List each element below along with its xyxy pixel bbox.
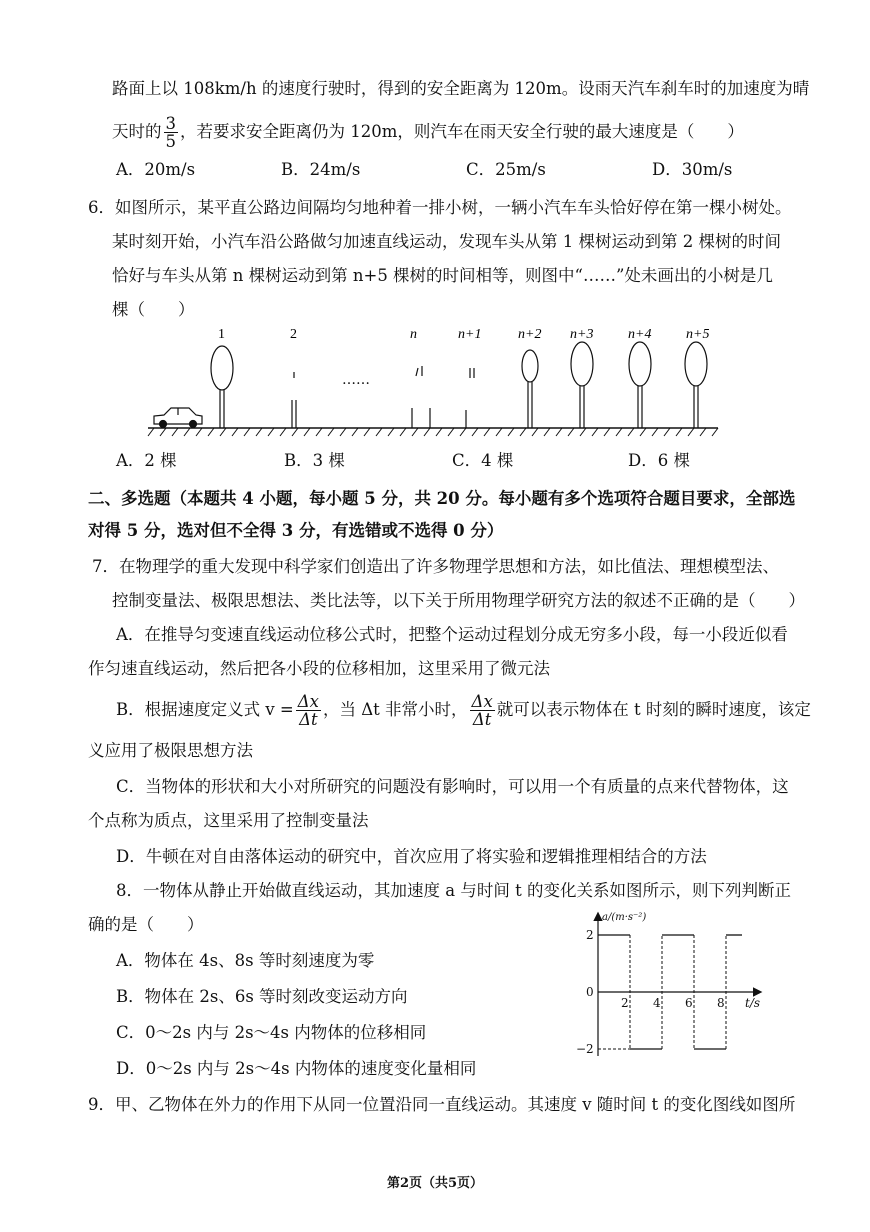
q6-road-figure — [140, 320, 730, 440]
q5-line2 — [112, 112, 744, 152]
q5-frac-den: 5 — [165, 132, 176, 151]
q7-option-a-line2: 作匀速直线运动，然后把各小段的位移相加，这里采用了微元法 — [88, 659, 550, 678]
q6-option-d: D．6 棵 — [628, 451, 690, 470]
q7-b-frac1-num: Δx — [297, 692, 319, 711]
x-tick-4: 4 — [653, 996, 661, 1010]
tree-n-plus-3-icon — [571, 342, 593, 428]
q7-option-a-line1: A．在推导匀变速直线运动位移公式时，把整个运动过程划分成无穷多小段，每一小段近似看 — [116, 625, 788, 644]
ground-hatch — [148, 428, 718, 436]
q7-b-frac2-den: Δt — [472, 710, 492, 729]
q7-b-post: 就可以表示物体在 t 时刻的瞬时速度，该定 — [496, 700, 811, 719]
q8-option-a: A．物体在 4s、8s 等时刻速度为零 — [116, 951, 375, 970]
q6-option-a: A．2 棵 — [116, 451, 177, 470]
acceleration-time-chart — [570, 906, 770, 1066]
y-axis-label: a/(m·s⁻²) — [602, 912, 647, 923]
q7-b-pre: B．根据速度定义式 v = — [116, 700, 294, 719]
tree-1-icon — [211, 346, 233, 428]
tree-label-n1: n+1 — [458, 327, 482, 342]
q6-line1: 6．如图所示，某平直公路边间隔均匀地种着一排小树，一辆小汽车车头恰好停在第一棵小树处。 — [88, 198, 792, 217]
q6-line4: 棵（ ） — [112, 300, 195, 319]
tree-label-n3: n+3 — [570, 327, 594, 342]
q7-line1: 7．在物理学的重大发现中科学家们创造出了许多物理学思想和方法，如比值法、理想模型法、 — [92, 557, 779, 576]
tree-2-icon — [292, 372, 296, 428]
q5-line2-pre: 天时的 — [112, 122, 162, 141]
tree-n-plus-2-icon — [522, 350, 538, 428]
q5-option-b: B．24m/s — [281, 160, 361, 179]
q8-option-c: C．0～2s 内与 2s～4s 内物体的位移相同 — [116, 1023, 427, 1042]
x-axis-label: t/s — [745, 996, 761, 1010]
q7-option-d: D．牛顿在对自由落体运动的研究中，首次应用了将实验和逻辑推理相结合的方法 — [116, 847, 707, 866]
q5-fraction — [164, 115, 179, 150]
q7-b-frac2-num: Δx — [471, 692, 493, 711]
q7-b-frac1-den: Δt — [299, 710, 318, 729]
y-tick-2: 2 — [586, 928, 594, 942]
q6-line3: 恰好与车头从第 n 棵树运动到第 n+5 棵树的时间相等，则图中“……”处未画出的小树是几 — [112, 266, 773, 285]
page-footer: 第2页（共5页） — [386, 1176, 484, 1191]
tree-label-1: 1 — [218, 327, 225, 342]
x-tick-8: 8 — [717, 996, 725, 1010]
section2-heading-line2: 对得 5 分，选对但不全得 3 分，有选错或不选得 0 分） — [88, 521, 504, 540]
tree-label-2: 2 — [290, 327, 297, 342]
car-icon — [154, 408, 202, 428]
x-tick-2: 2 — [621, 996, 629, 1010]
q7-b-fraction-2 — [470, 693, 495, 728]
tree-n-plus-5-icon — [685, 342, 707, 428]
q8-line2: 确的是（ ） — [88, 915, 204, 934]
dots: …… — [342, 372, 370, 388]
q7-line2: 控制变量法、极限思想法、类比法等，以下关于所用物理学研究方法的叙述不正确的是（ ） — [112, 591, 805, 610]
q7-option-b-line2: 义应用了极限思想方法 — [88, 741, 253, 760]
q6-line2: 某时刻开始，小汽车沿公路做匀加速直线运动，发现车头从第 1 棵树运动到第 2 棵树的时间 — [112, 232, 781, 251]
tree-n-plus-1-icon — [466, 368, 474, 428]
q7-b-fraction-1 — [296, 693, 321, 728]
q6-option-c: C．4 棵 — [452, 451, 514, 470]
q5-line2-post: ，若要求安全距离仍为 120m，则汽车在雨天安全行驶的最大速度是（ ） — [180, 122, 744, 141]
q9-line1: 9．甲、乙物体在外力的作用下从同一位置沿同一直线运动。其速度 v 随时间 t 的变化图线如图所 — [88, 1095, 796, 1114]
y-tick-neg2: −2 — [576, 1042, 594, 1056]
q7-option-b-line1 — [116, 688, 811, 732]
q7-option-c-line1: C．当物体的形状和大小对所研究的问题没有影响时，可以用一个有质量的点来代替物体，这 — [116, 777, 789, 796]
q7-option-c-line2: 个点称为质点，这里采用了控制变量法 — [88, 811, 369, 830]
q5-frac-num: 3 — [165, 114, 176, 133]
section2-heading-line1: 二、多选题（本题共 4 小题，每小题 5 分，共 20 分。每小题有多个选项符合题目要求，全部选 — [88, 489, 796, 508]
q6-option-b: B．3 棵 — [284, 451, 345, 470]
tree-label-n: n — [410, 327, 417, 342]
tree-label-n4: n+4 — [628, 327, 652, 342]
tree-n-plus-4-icon — [629, 342, 651, 428]
x-tick-labels — [621, 996, 725, 1010]
tree-label-n2: n+2 — [518, 327, 542, 342]
q5-option-c: C．25m/s — [466, 160, 546, 179]
q5-line1: 路面上以 108km/h 的速度行驶时，得到的安全距离为 120m。设雨天汽车刹车时的加速度为晴 — [112, 79, 810, 98]
q8-option-d: D．0～2s 内与 2s～4s 内物体的速度变化量相同 — [116, 1059, 477, 1078]
q8-line1: 8．一物体从静止开始做直线运动，其加速度 a 与时间 t 的变化关系如图所示，则下列判断正 — [116, 881, 791, 900]
q5-option-a: A．20m/s — [116, 160, 196, 179]
tree-n-icon — [412, 366, 430, 428]
y-tick-0: 0 — [586, 985, 594, 999]
x-tick-6: 6 — [685, 996, 693, 1010]
q8-option-b: B．物体在 2s、6s 等时刻改变运动方向 — [116, 987, 408, 1006]
tree-label-n5: n+5 — [686, 327, 710, 342]
q5-option-d: D．30m/s — [652, 160, 733, 179]
q7-b-mid: ，当 Δt 非常小时， — [323, 700, 468, 719]
